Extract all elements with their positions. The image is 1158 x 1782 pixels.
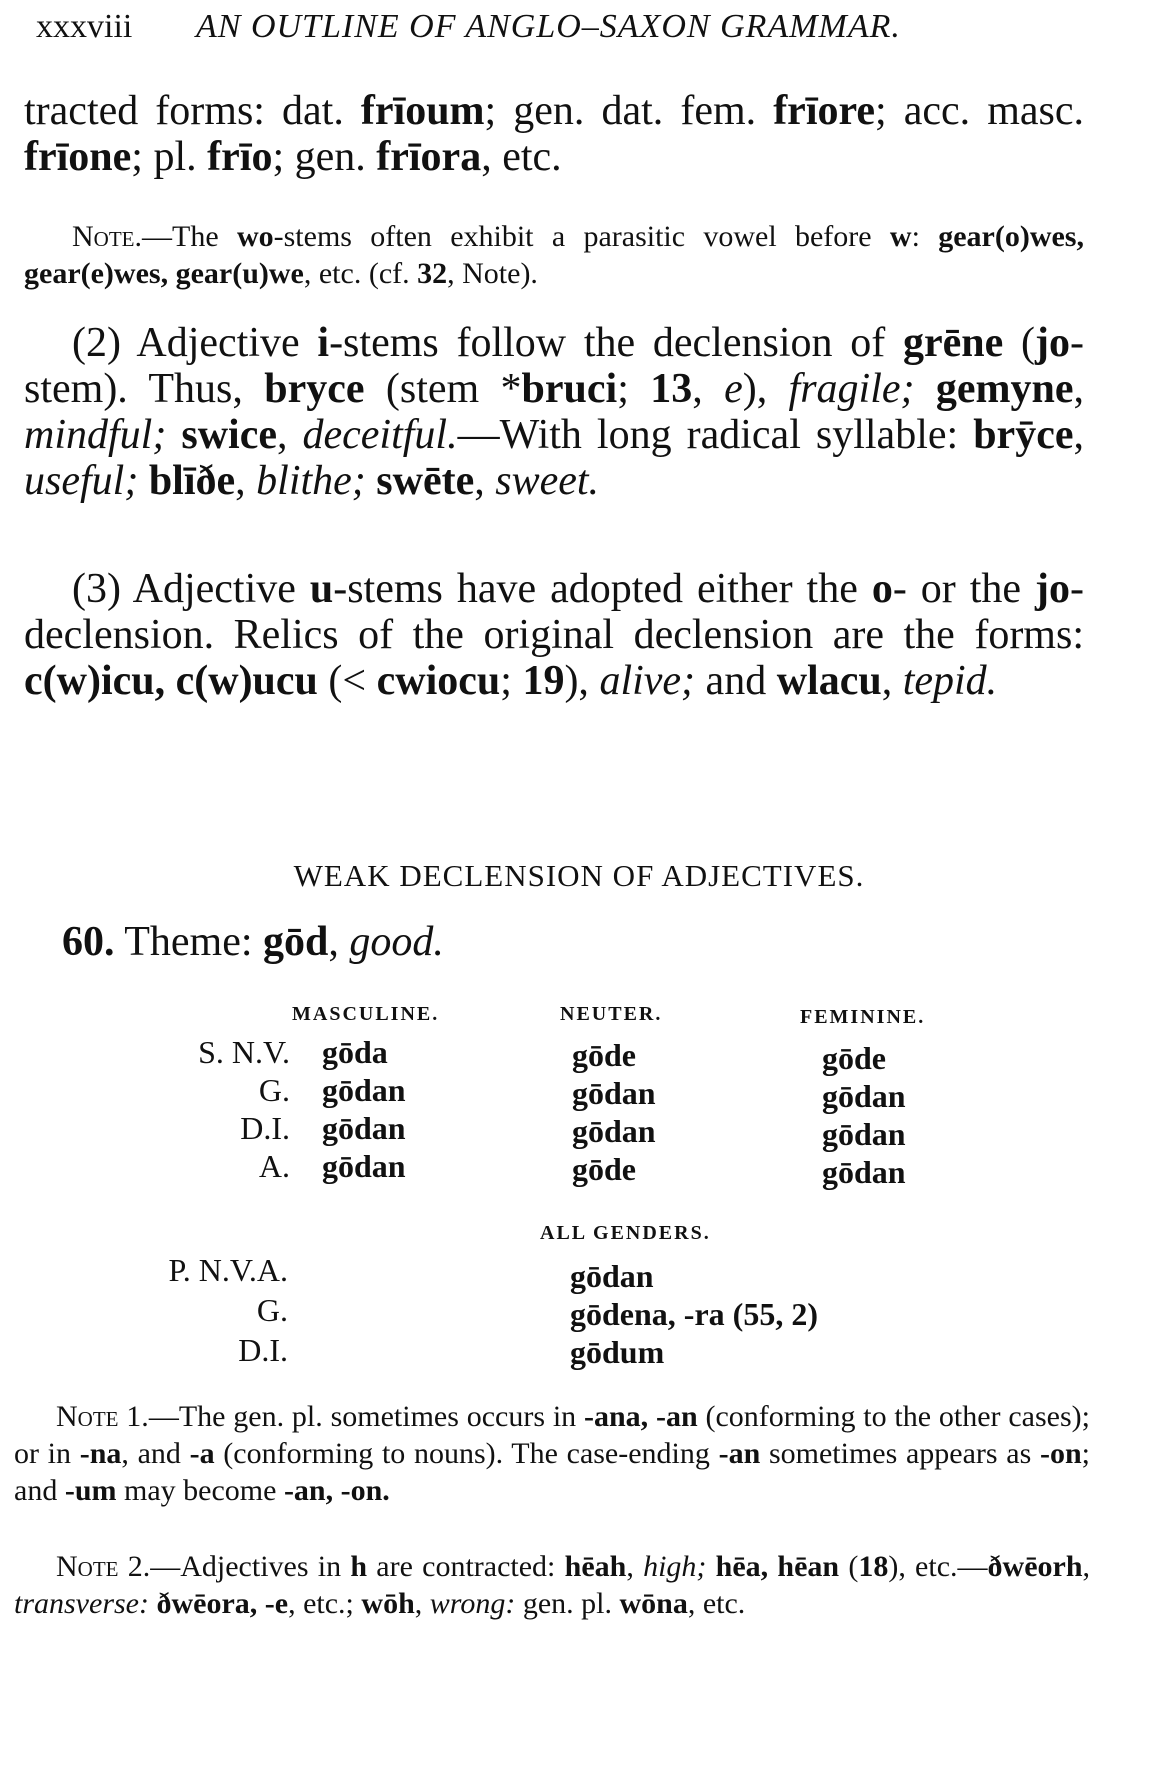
- paragraph-contracted-forms: tracted forms: dat. frīoum; gen. dat. fem. frīore; acc. masc. frīone; pl. frīo; gen. frīora, etc.: [24, 88, 1085, 180]
- form-feminine: gōdan: [822, 1154, 906, 1190]
- form-feminine: gōde: [822, 1040, 886, 1076]
- form-feminine: gōdan: [822, 1116, 906, 1152]
- section-number: 60.: [62, 919, 115, 965]
- paragraph-i-stems: (2) Adjective i-stems follow the declension of grēne (jo-stem). Thus, bryce (stem *bruci; 13, e), fragile; gemyne, mindful; swice, deceitful.—With long radical syllable: brȳce, useful; blīðe, blithe; swēte, sweet.: [24, 320, 1085, 504]
- form-neuter: gōde: [572, 1037, 636, 1073]
- case-label: D.I.: [238, 1332, 288, 1368]
- case-label: G.: [258, 1072, 290, 1108]
- form-plural: gōdena, -ra (55, 2): [570, 1296, 818, 1332]
- column-header-neuter: NEUTER.: [560, 1003, 663, 1025]
- form-masculine: gōdan: [322, 1110, 406, 1146]
- column-header-masculine: MASCULINE.: [292, 1003, 440, 1025]
- form-masculine: gōda: [322, 1034, 388, 1070]
- case-label: D.I.: [240, 1110, 290, 1146]
- theme-line: 60. Theme: gōd, good.: [62, 919, 444, 965]
- column-header-all-genders: ALL GENDERS.: [540, 1222, 711, 1244]
- form-plural: gōdan: [570, 1258, 654, 1294]
- theme-word: gōd: [263, 919, 329, 965]
- note-1: Note 1.—The gen. pl. sometimes occurs in -ana, -an (conforming to the other cases); or in -na, and -a (conforming to nouns). The case-ending -an sometimes appears as -on; and -um may become -an, -on.: [14, 1400, 1090, 1507]
- case-label: S. N.V.: [198, 1034, 290, 1070]
- running-header: [36, 8, 1096, 58]
- form-masculine: gōdan: [322, 1072, 406, 1108]
- running-title: AN OUTLINE OF ANGLO–SAXON GRAMMAR.: [196, 8, 901, 45]
- theme-gloss: good.: [349, 919, 444, 965]
- form-plural: gōdum: [570, 1334, 665, 1370]
- case-label: A.: [258, 1148, 290, 1184]
- page-number: xxxviii: [36, 8, 133, 45]
- note-wo-stems: Note.—The wo-stems often exhibit a parasitic vowel before w: gear(o)wes, gear(e)wes, gear(u)we, etc. (cf. 32, Note).: [24, 220, 1084, 290]
- form-neuter: gōdan: [572, 1113, 656, 1149]
- case-label: G.: [256, 1292, 288, 1328]
- column-header-feminine: FEMININE.: [800, 1006, 926, 1028]
- case-label: P. N.V.A.: [168, 1252, 288, 1288]
- form-neuter: gōde: [572, 1151, 636, 1187]
- section-title: WEAK DECLENSION OF ADJECTIVES.: [293, 858, 865, 893]
- form-feminine: gōdan: [822, 1078, 906, 1114]
- form-masculine: gōdan: [322, 1148, 406, 1184]
- form-neuter: gōdan: [572, 1075, 656, 1111]
- note-2: Note 2.—Adjectives in h are contracted: hēah, high; hēa, hēan (18), etc.—ðwēorh, transverse: ðwēora, -e, etc.; wōh, wrong: gen. pl. wōna, etc.: [14, 1550, 1091, 1620]
- paragraph-u-stems: (3) Adjective u-stems have adopted either the o- or the jo-declension. Relics of the original declension are the forms: c(w)icu, c(w)ucu (< cwiocu; 19), alive; and wlacu, tepid.: [24, 566, 1084, 704]
